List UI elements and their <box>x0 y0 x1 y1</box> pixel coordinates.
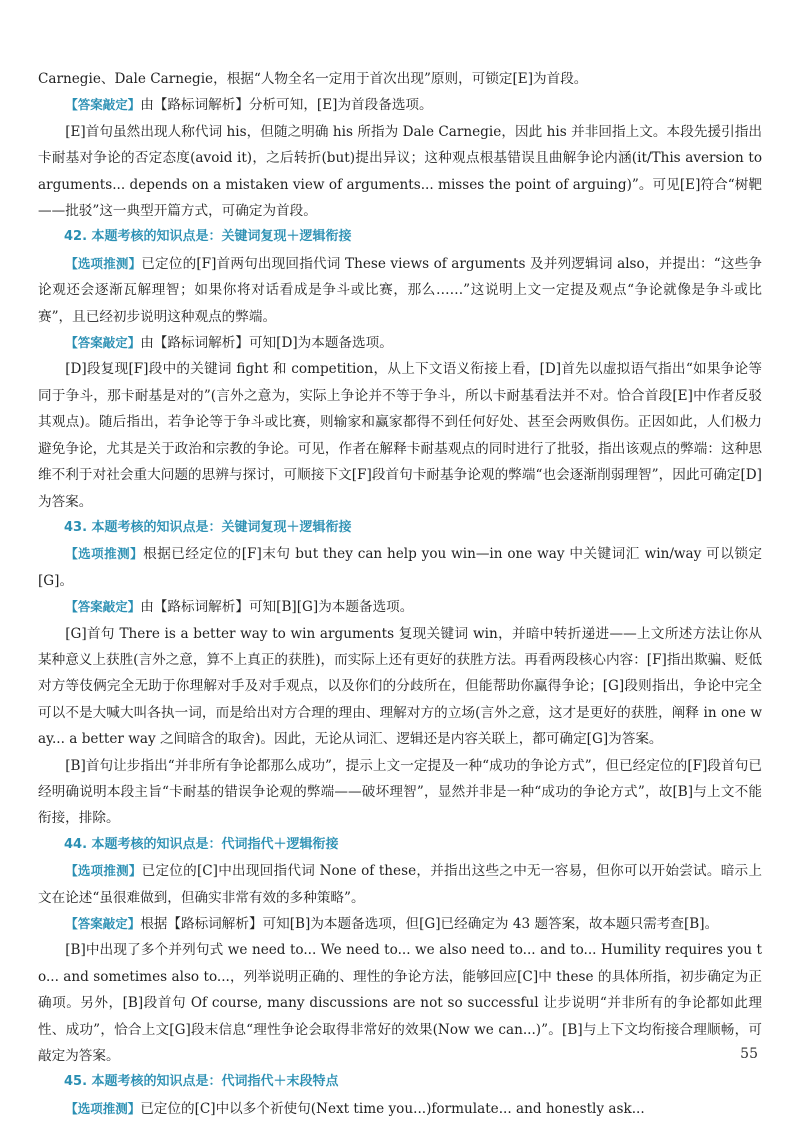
paragraph-tag: 【选项推测】 <box>65 546 144 562</box>
tagged-paragraph <box>38 251 762 330</box>
paragraph-text: [G]首句 There is a better way to win arguments 复现关键词 win，并暗中转折递进——上文所述方法让你从某种意义上获胜(言外之意，算不上真正的获胜)，而实际上还有更好的获胜方法。再看两段核心内容：[F]指出欺骗、贬低对方等伎俩完全无助于你理解对手及对手观点，以及你们的分歧所在，但能帮助你赢得争论；[G]段则指出，争论中完全可以不是大喊大叫各执一词，而是给出对方合理的理由、理解对方的立场(言外之意，这才是更好的获胜，阐释 in one way... a better way 之间暗含的取舍)。因此，无论从词汇、逻辑还是内容关联上，都可确定[G]为答案。 <box>38 625 762 748</box>
section-heading: 43. 本题考核的知识点是：关键词复现＋逻辑衔接 <box>64 519 352 535</box>
paragraph-text: 根据已经定位的[F]末句 but they can help you win—in one way 中关键词汇 win/way 可以锁定[G]。 <box>38 546 762 589</box>
tagged-paragraph <box>38 594 762 620</box>
paragraph <box>38 119 762 225</box>
page-content <box>38 66 762 1122</box>
tagged-paragraph <box>38 858 762 911</box>
tagged-paragraph <box>38 330 762 356</box>
paragraph-tag: 【选项推测】 <box>65 863 142 879</box>
section-heading: 42. 本题考核的知识点是：关键词复现＋逻辑衔接 <box>64 229 352 245</box>
paragraph-text: 根据【路标词解析】可知[B]为本题备选项，但[G]已经确定为 43 题答案，故本题只需考查[B]。 <box>140 916 719 932</box>
paragraph-text: 由【路标词解析】分析可知，[E]为首段备选项。 <box>140 97 433 114</box>
paragraph <box>38 621 762 753</box>
paragraph-text: [E]首句虽然出现人称代词 his，但随之明确 his 所指为 Dale Carnegie，因此 his 并非回指上文。本段先援引指出卡耐基对争论的否定态度(avoid it)，之后转折(but)提出异议；这种观点根基错误且曲解争论内涵(it/This aversion to arguments... depends on a mistaken view of arguments... misses the point of arguing)”。可见[E]符合“树靶——批驳”这一典型开篇方式，可确定为首段。 <box>38 123 762 220</box>
paragraph-tag: 【答案敲定】 <box>65 916 141 931</box>
paragraph-text: [D]段复现[F]段中的关键词 fight 和 competition，从上下文语义衔接上看，[D]首先以虚拟语气指出“如果争论等同于争斗，那卡耐基是对的”(言外之意为，实际上争论并不等于争斗，所以卡耐基看法并不对。恰合首段[E]中作者反驳其观点)。随后指出，若争论等于争斗或比赛，则输家和赢家都得不到任何好处、甚至会两败俱伤。正因如此，人们极力避免争论，尤其是关于政治和宗教的争论。可见，作者在解释卡耐基观点的同时进行了批驳，指出该观点的弊端：这种思维不利于对社会重大问题的思辨与探讨，可顺接下文[F]段首句卡耐基争论观的弊端“也会逐渐削弱理智”，因此可确定[D]为答案。 <box>38 361 762 510</box>
paragraph-tag: 【选项推测】 <box>65 255 142 271</box>
paragraph-tag: 【答案敲定】 <box>65 335 141 351</box>
paragraph-text: 已定位的[C]中出现回指代词 None of these，并指出这些之中无一容易，但你可以开始尝试。暗示上文在论述“虽很难做到，但确实非常有效的多种策略”。 <box>38 863 762 906</box>
paragraph-tag: 【答案敲定】 <box>65 599 141 615</box>
paragraph-text: 由【路标词解析】可知[B][G]为本题备选项。 <box>140 599 414 616</box>
page-number: 55 <box>740 1046 758 1062</box>
tagged-paragraph <box>38 911 762 937</box>
paragraph-text: Carnegie、Dale Carnegie，根据“人物全名一定用于首次出现”原则，可锁定[E]为首段。 <box>38 71 588 87</box>
paragraph-text: 已定位的[C]中以多个祈使句(Next time you...)formulate... and honestly ask... <box>140 1100 645 1117</box>
paragraph-text: [B]首句让步指出“并非所有争论都那么成功”，提示上文一定提及一种“成功的争论方式”，但已经定位的[F]段首句已经明确说明本段主旨“卡耐基的错误争论观的弊端——破坏理智”，显然并非是一种“成功的争论方式”，故[B]与上文不能衔接，排除。 <box>38 757 762 827</box>
paragraph <box>38 356 762 514</box>
paragraph-text: 已定位的[F]首两句出现回指代词 These views of arguments 及并列逻辑词 also，并提出：“这些争论观还会逐渐瓦解理智；如果你将对话看成是争斗或比赛，那么……”这说明上文一定提及观点“争论就像是争斗或比赛”，且已经初步说明这种观点的弊端。 <box>38 255 762 325</box>
paragraph-text: 由【路标词解析】可知[D]为本题备选项。 <box>140 335 393 352</box>
paragraph <box>38 66 762 92</box>
tagged-paragraph <box>38 92 762 118</box>
paragraph-tag: 【选项推测】 <box>65 1100 141 1116</box>
tagged-paragraph <box>38 1096 762 1122</box>
paragraph <box>38 753 762 832</box>
tagged-paragraph <box>38 541 762 594</box>
section-heading: 44. 本题考核的知识点是：代词指代＋逻辑衔接 <box>64 836 339 852</box>
paragraph-tag: 【答案敲定】 <box>65 97 141 113</box>
paragraph-text: [B]中出现了多个并列句式 we need to... We need to... we also need to... and to... Humility requires you to... and sometimes also to...，列举说明正确的、理性的争论方法，能够回应[C]中 these 的具体所指，初步确定为正确项。另外，[B]段首句 Of course, many discussions are not so successful 让步说明“并非所有的争论都如此理性、成功”，恰合上文[G]段末信息“理性争论会取得非常好的效果(Now we can...)”。[B]与上下文均衔接合理顺畅，可敲定为答案。 <box>38 942 762 1065</box>
section-heading: 45. 本题考核的知识点是：代词指代＋末段特点 <box>64 1074 339 1090</box>
paragraph <box>38 937 762 1069</box>
